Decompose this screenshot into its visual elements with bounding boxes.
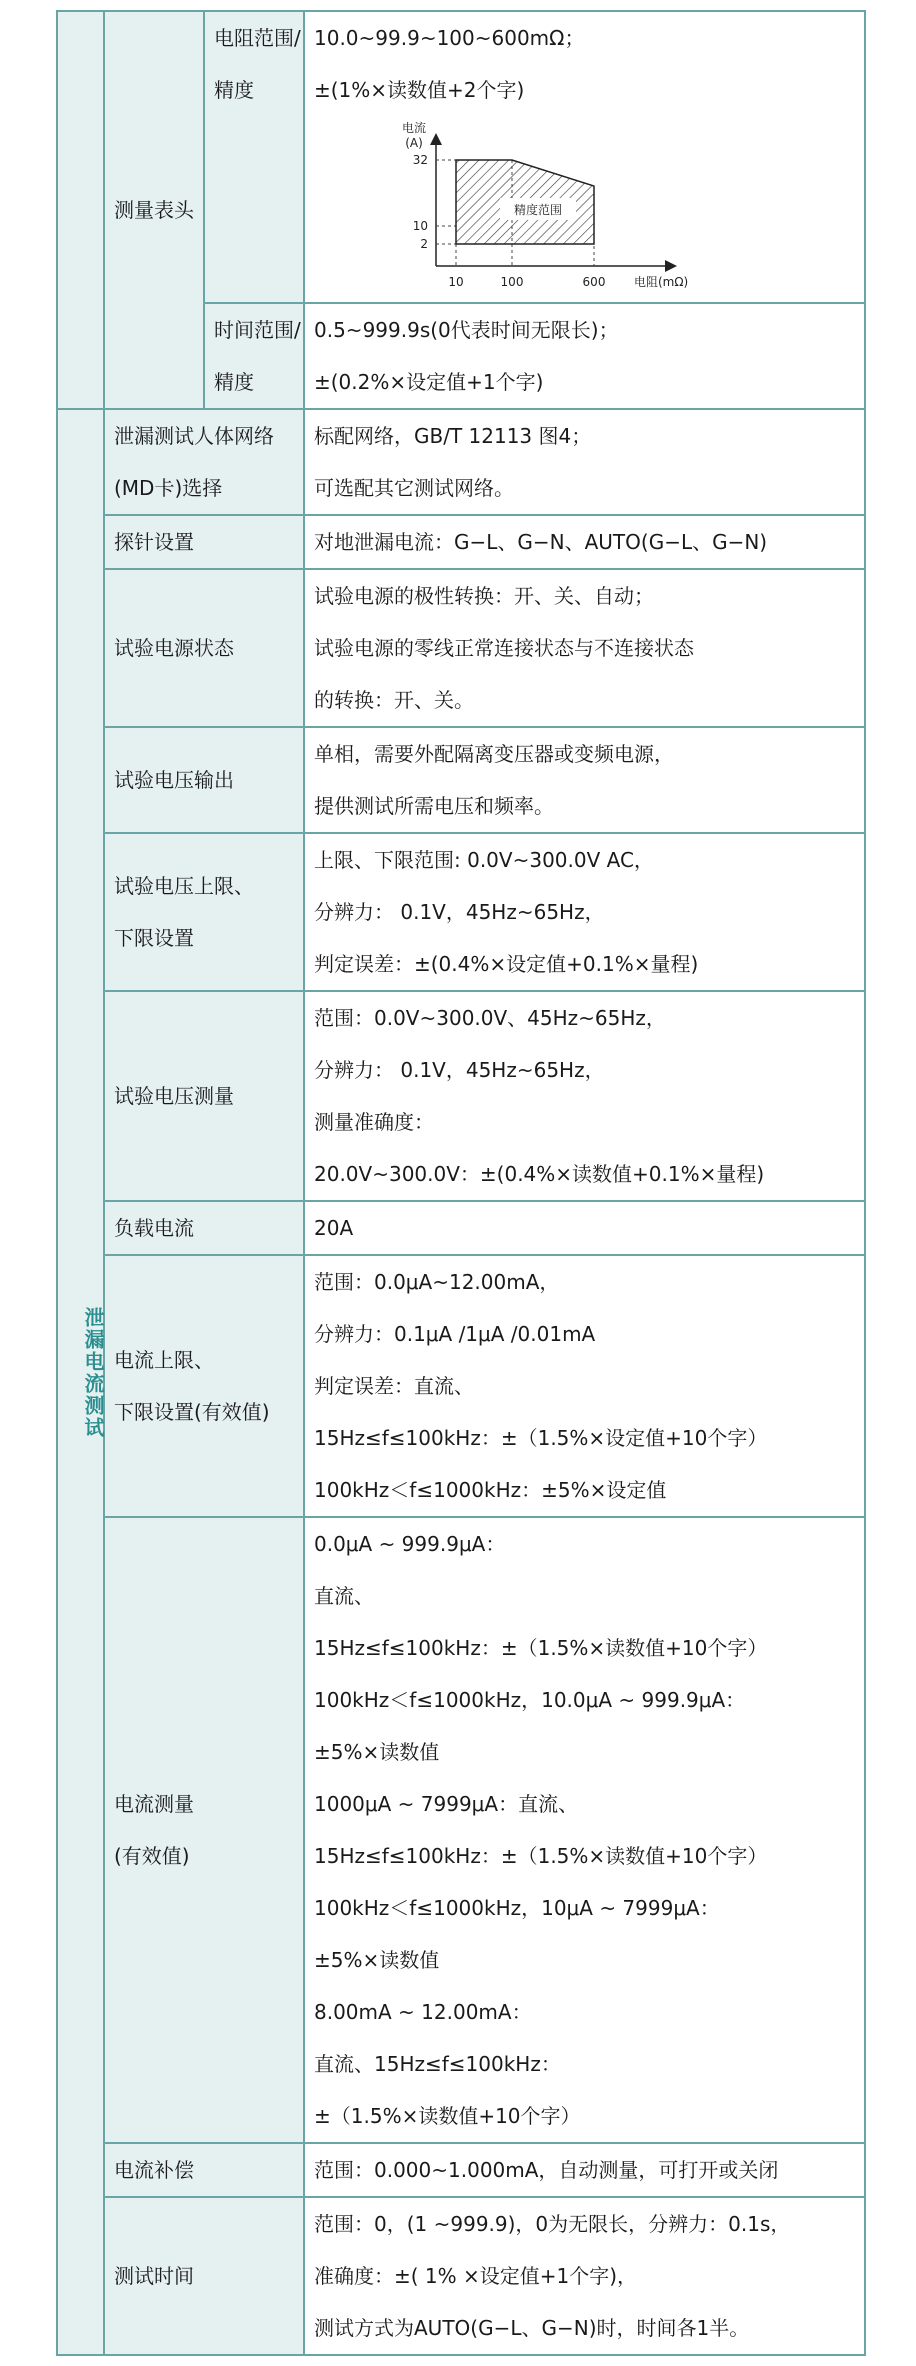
- row-label: [104, 515, 304, 569]
- value-line: 100kHz＜f≤1000kHz，10.0μA ~ 999.9μA：: [314, 1688, 746, 1712]
- table-row: [57, 1255, 865, 1517]
- region-label: 精度范围: [513, 203, 563, 217]
- value-line: 直流、15Hz≤f≤100kHz：: [314, 2052, 561, 2076]
- value-line: ±5%×读数值: [314, 1740, 440, 1764]
- row-label: [104, 1201, 304, 1255]
- value-line: 分辨力： 0.1V，45Hz~65Hz，: [314, 900, 605, 924]
- y-tick-label: 10: [412, 219, 428, 233]
- value-line: ±(0.2%×设定值+1个字): [314, 370, 544, 394]
- x-tick-label: 100: [500, 275, 524, 289]
- value-resistance: [304, 11, 865, 303]
- value-line: 判定误差：直流、: [314, 1374, 474, 1398]
- value-line: 范围：0.0V~300.0V、45Hz~65Hz，: [314, 1006, 666, 1030]
- table-row: [57, 569, 865, 727]
- row-label-text: 测量表头: [114, 198, 194, 222]
- value-line: 范围：0，(1 ~999.9)，0为无限长，分辨力：0.1s，: [314, 2212, 791, 2236]
- row-value: [304, 727, 865, 833]
- row-label-line: 试验电源状态: [114, 636, 234, 660]
- row-label-line: 下限设置(有效值): [114, 1400, 270, 1424]
- row-value: [304, 1201, 865, 1255]
- value-line: 可选配其它测试网络。: [314, 476, 514, 500]
- sub-label-line: 精度: [214, 370, 254, 394]
- row-label: [104, 991, 304, 1201]
- x-tick-label: 600: [582, 275, 606, 289]
- row-label-line: (MD卡)选择: [114, 476, 223, 500]
- row-value: [304, 1255, 865, 1517]
- value-line: 0.5~999.9s(0代表时间无限长)；: [314, 318, 619, 342]
- row-label: [104, 2143, 304, 2197]
- sub-label-line: 精度: [214, 78, 254, 102]
- table-row: [57, 11, 865, 303]
- accuracy-chart: [314, 116, 855, 302]
- value-line: 试验电源的零线正常连接状态与不连接状态: [314, 636, 694, 660]
- y-tick-label: 32: [412, 153, 428, 167]
- section-title-cell: [57, 409, 104, 2355]
- row-value: [304, 2143, 865, 2197]
- row-label-line: 测试时间: [114, 2264, 194, 2288]
- row-label: [104, 727, 304, 833]
- sub-label-time: [204, 303, 304, 409]
- value-line: 分辨力： 0.1V，45Hz~65Hz，: [314, 1058, 605, 1082]
- value-line: 8.00mA ~ 12.00mA：: [314, 2000, 532, 2024]
- sub-label-line: 电阻范围/: [214, 26, 301, 50]
- value-line: 准确度：±( 1% ×设定值+1个字)，: [314, 2264, 638, 2288]
- row-label: [104, 1255, 304, 1517]
- row-value: [304, 991, 865, 1201]
- table-row: [57, 515, 865, 569]
- value-line: 范围：0.0μA~12.00mA，: [314, 1270, 560, 1294]
- row-label-line: 下限设置: [114, 926, 194, 950]
- row-label-line: 负载电流: [114, 1216, 194, 1240]
- value-line: 测量准确度：: [314, 1110, 434, 1134]
- accuracy-chart-svg: [384, 116, 724, 302]
- value-line: 15Hz≤f≤100kHz：±（1.5%×读数值+10个字）: [314, 1844, 768, 1868]
- value-time: [304, 303, 865, 409]
- x-tick-label: 10: [448, 275, 464, 289]
- table-row: [57, 2143, 865, 2197]
- value-line: 100kHz＜f≤1000kHz：±5%×设定值: [314, 1478, 667, 1502]
- value-line: 判定误差：±(0.4%×设定值+0.1%×量程): [314, 952, 699, 976]
- value-line: 15Hz≤f≤100kHz：±（1.5%×设定值+10个字）: [314, 1426, 768, 1450]
- value-line: 20A: [314, 1216, 354, 1240]
- value-line: 范围：0.000~1.000mA，自动测量，可打开或关闭: [314, 2158, 779, 2182]
- value-line: 0.0μA ~ 999.9μA：: [314, 1532, 506, 1556]
- spec-table: [56, 10, 866, 2356]
- value-line: 20.0V~300.0V：±(0.4%×读数值+0.1%×量程): [314, 1162, 765, 1186]
- y-axis-unit: (A): [405, 136, 423, 150]
- row-value: [304, 569, 865, 727]
- table-row: [57, 409, 865, 515]
- y-axis-label: 电流: [401, 121, 427, 135]
- sub-label-line: 时间范围/: [214, 318, 301, 342]
- row-value: [304, 1517, 865, 2143]
- value-line: ±(1%×读数值+2个字): [314, 78, 525, 102]
- value-line: 试验电源的极性转换：开、关、自动；: [314, 584, 654, 608]
- table-row: [57, 727, 865, 833]
- row-label: [104, 833, 304, 991]
- section-title: 泄漏电流测试: [81, 1306, 105, 1439]
- table-row: [57, 1201, 865, 1255]
- row-label-line: 电流上限、: [114, 1348, 214, 1372]
- row-label-meter: [104, 11, 204, 409]
- value-line: 上限、下限范围: 0.0V~300.0V AC，: [314, 848, 654, 872]
- value-line: 100kHz＜f≤1000kHz，10μA ~ 7999μA：: [314, 1896, 720, 1920]
- row-label: [104, 569, 304, 727]
- row-label: [104, 409, 304, 515]
- row-label-line: (有效值): [114, 1844, 190, 1868]
- value-line: 测试方式为AUTO(G−L、G−N)时，时间各1半。: [314, 2316, 750, 2340]
- row-label: [104, 1517, 304, 2143]
- value-line: 标配网络，GB/T 12113 图4；: [314, 424, 592, 448]
- row-label-line: 试验电压测量: [114, 1084, 234, 1108]
- value-line: 分辨力：0.1μA /1μA /0.01mA: [314, 1322, 596, 1346]
- row-label-line: 泄漏测试人体网络: [114, 424, 274, 448]
- table-row: [57, 1517, 865, 2143]
- value-line: 单相，需要外配隔离变压器或变频电源，: [314, 742, 674, 766]
- row-value: [304, 409, 865, 515]
- row-label-line: 电流补偿: [114, 2158, 194, 2182]
- value-line: 对地泄漏电流：G−L、G−N、AUTO(G−L、G−N): [314, 530, 768, 554]
- value-line: 提供测试所需电压和频率。: [314, 794, 554, 818]
- row-value: [304, 833, 865, 991]
- row-label-line: 探针设置: [114, 530, 194, 554]
- value-line: ±（1.5%×读数值+10个字）: [314, 2104, 581, 2128]
- table-row: [57, 991, 865, 1201]
- row-value: [304, 515, 865, 569]
- value-line: 直流、: [314, 1584, 374, 1608]
- value-line: 10.0~99.9~100~600mΩ；: [314, 26, 585, 50]
- value-line: 1000μA ~ 7999μA：直流、: [314, 1792, 579, 1816]
- row-label: [104, 2197, 304, 2355]
- section-cell-empty: [57, 11, 104, 409]
- sub-label-resistance: [204, 11, 304, 303]
- value-line: 15Hz≤f≤100kHz：±（1.5%×读数值+10个字）: [314, 1636, 768, 1660]
- x-axis-label: 电阻(mΩ): [634, 275, 689, 289]
- table-row: [57, 2197, 865, 2355]
- table-row: [57, 833, 865, 991]
- row-label-line: 电流测量: [114, 1792, 194, 1816]
- row-label-line: 试验电压输出: [114, 768, 234, 792]
- value-line: ±5%×读数值: [314, 1948, 440, 1972]
- y-tick-label: 2: [420, 237, 428, 251]
- row-value: [304, 2197, 865, 2355]
- value-line: 的转换：开、关。: [314, 688, 474, 712]
- row-label-line: 试验电压上限、: [114, 874, 254, 898]
